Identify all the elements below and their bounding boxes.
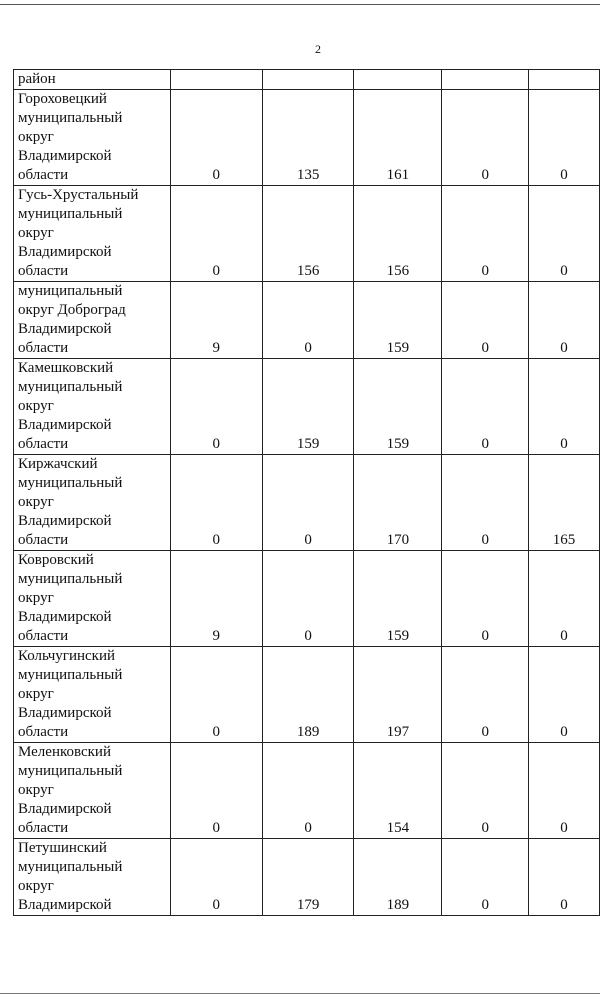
table-row [14, 90, 600, 186]
row-name-cell: Кольчугинский муниципальный округ Владимирской области [14, 647, 171, 743]
value-cell: 0 [170, 90, 262, 186]
value-cell: 0 [262, 455, 354, 551]
value-cell: 0 [262, 743, 354, 839]
table-row-continuation [14, 70, 600, 90]
value-cell: 189 [262, 647, 354, 743]
value-cell: 0 [262, 551, 354, 647]
value-cell: 189 [354, 839, 442, 916]
value-cell: 0 [529, 90, 600, 186]
value-cell: 0 [442, 90, 529, 186]
value-cell: 165 [529, 455, 600, 551]
row-name-cell: Гусь-Хрустальный муниципальный округ Владимирской области [14, 186, 171, 282]
value-cell: 0 [170, 455, 262, 551]
value-cell: 159 [354, 359, 442, 455]
value-cell: 0 [442, 359, 529, 455]
value-cell: 161 [354, 90, 442, 186]
table-row [14, 186, 600, 282]
row-name-cell: район [14, 70, 171, 90]
data-table [13, 69, 600, 916]
page-number: 2 [315, 42, 321, 56]
table-row [14, 359, 600, 455]
value-cell: 0 [262, 282, 354, 359]
value-cell: 0 [442, 455, 529, 551]
page-top-edge [0, 4, 600, 5]
value-cell: 0 [170, 359, 262, 455]
table-row [14, 743, 600, 839]
value-cell: 179 [262, 839, 354, 916]
value-cell: 9 [170, 282, 262, 359]
row-name-cell: Камешковский муниципальный округ Владимирской области [14, 359, 171, 455]
table-row [14, 839, 600, 916]
row-name-cell: Гороховецкий муниципальный округ Владимирской области [14, 90, 171, 186]
row-name-cell: Киржачский муниципальный округ Владимирской области [14, 455, 171, 551]
value-cell: 9 [170, 551, 262, 647]
value-cell: 159 [354, 551, 442, 647]
row-name-cell: Ковровский муниципальный округ Владимирской области [14, 551, 171, 647]
value-cell: 135 [262, 90, 354, 186]
value-cell: 159 [354, 282, 442, 359]
value-cell: 0 [442, 186, 529, 282]
row-name-cell: Меленковский муниципальный округ Владимирской области [14, 743, 171, 839]
table-row [14, 282, 600, 359]
value-cell: 0 [529, 359, 600, 455]
value-cell: 0 [442, 551, 529, 647]
value-cell: 0 [529, 743, 600, 839]
value-cell: 154 [354, 743, 442, 839]
row-name-cell: муниципальный округ Доброград Владимирской области [14, 282, 171, 359]
value-cell: 0 [529, 186, 600, 282]
value-cell: 0 [442, 647, 529, 743]
value-cell: 156 [262, 186, 354, 282]
value-cell: 197 [354, 647, 442, 743]
value-cell: 156 [354, 186, 442, 282]
value-cell: 159 [262, 359, 354, 455]
value-cell: 170 [354, 455, 442, 551]
value-cell: 0 [529, 839, 600, 916]
value-cell: 0 [442, 743, 529, 839]
value-cell: 0 [529, 282, 600, 359]
page-bottom-edge [0, 993, 600, 994]
value-cell: 0 [529, 551, 600, 647]
value-cell: 0 [170, 743, 262, 839]
row-name-cell: Петушинский муниципальный округ Владимирской [14, 839, 171, 916]
value-cell: 0 [170, 186, 262, 282]
table-row [14, 551, 600, 647]
value-cell: 0 [529, 647, 600, 743]
value-cell: 0 [442, 839, 529, 916]
value-cell: 0 [170, 839, 262, 916]
table-row [14, 647, 600, 743]
value-cell: 0 [170, 647, 262, 743]
value-cell: 0 [442, 282, 529, 359]
table-row [14, 455, 600, 551]
